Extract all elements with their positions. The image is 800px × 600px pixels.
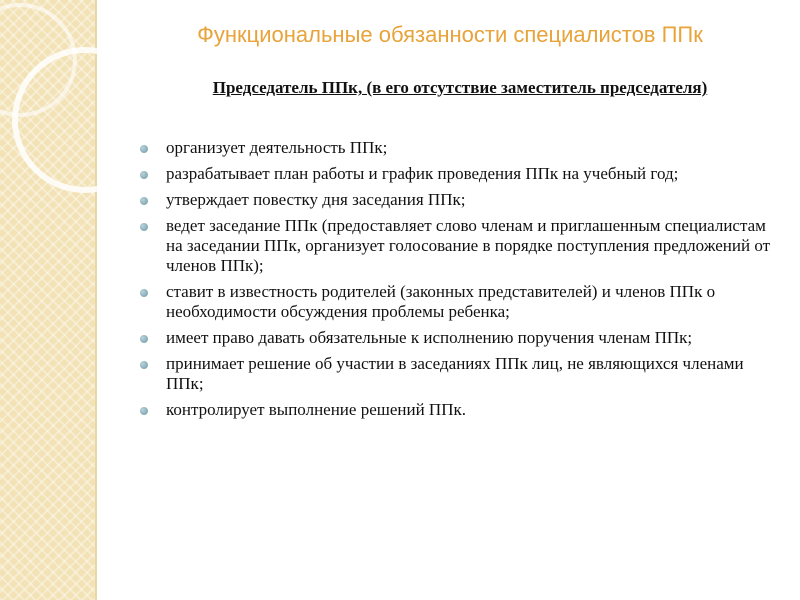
list-item-text: организует деятельность ППк; xyxy=(166,138,388,157)
list-item xyxy=(140,138,780,158)
list-item xyxy=(140,190,780,210)
list-item-text: имеет право давать обязательные к исполнению поручения членам ППк; xyxy=(166,328,693,347)
bullet-icon xyxy=(140,361,148,369)
list-item xyxy=(140,328,780,348)
list-item xyxy=(140,282,780,322)
duties-list xyxy=(140,138,780,426)
bullet-icon xyxy=(140,171,148,179)
list-item-text: ставит в известность родителей (законных представителей) и членов ППк о необходимости обсуждения проблемы ребенка; xyxy=(166,282,716,321)
bullet-icon xyxy=(140,223,148,231)
list-item-text: утверждает повестку дня заседания ППк; xyxy=(166,190,466,209)
list-item xyxy=(140,164,780,184)
list-item-text: ведет заседание ППк (предоставляет слово членам и приглашенным специалистам на заседании ППк, организует голосование в порядке поступления предложений от членов ППк); xyxy=(166,216,771,275)
slide-title: Функциональные обязанности специалистов ППк xyxy=(197,22,703,47)
bullet-icon xyxy=(140,145,148,153)
list-item xyxy=(140,216,780,276)
list-item-text: контролирует выполнение решений ППк. xyxy=(166,400,466,419)
bullet-icon xyxy=(140,289,148,297)
bullet-icon xyxy=(140,335,148,343)
bullet-icon xyxy=(140,407,148,415)
list-item-text: принимает решение об участии в заседаниях ППк лиц, не являющихся членами ППк; xyxy=(166,354,744,393)
list-item xyxy=(140,400,780,420)
list-item xyxy=(140,354,780,394)
slide-subtitle: Председатель ППк, (в его отсутствие заместитель председателя) xyxy=(212,78,708,97)
list-item-text: разрабатывает план работы и график проведения ППк на учебный год; xyxy=(166,164,679,183)
bullet-icon xyxy=(140,197,148,205)
